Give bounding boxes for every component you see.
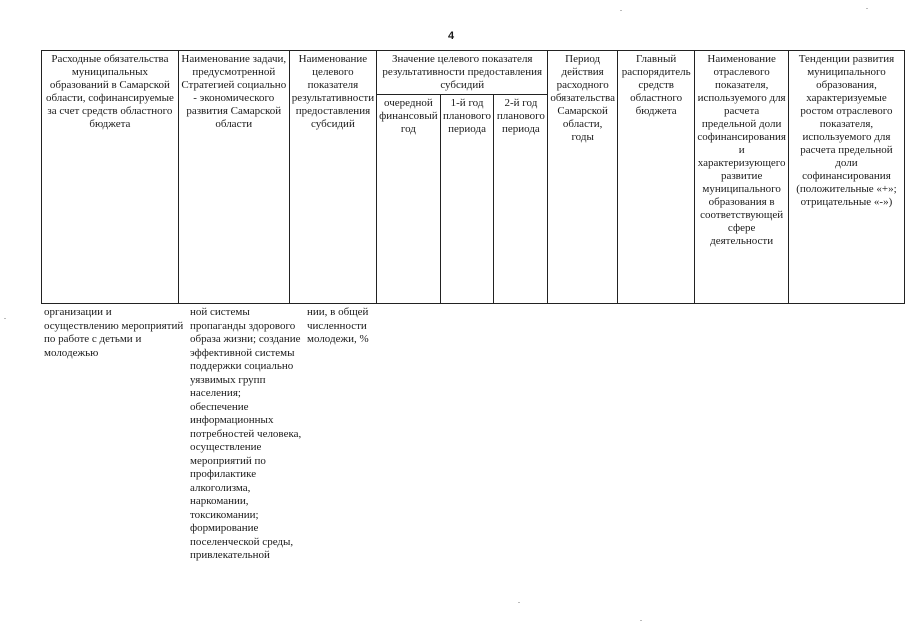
page-number: 4 [448,30,455,42]
body-text-task: ной системы пропаганды здорового образа жизни; создание эффективной системы поддержки социально уязвимых групп населения; обеспечение информационных потребностей человека, осуществление мероприятий по профилактике алкоголизма, наркомании, токсикомании; формирование поселенческой среды, привлекательной [190,306,302,561]
body-text-obligations: организации и осуществлению мероприятий по работе с детьми и молодежью [44,306,184,359]
col-header-task: Наименование задачи, предусмотренной Стратегией социально - экономического развития Самарской области [178,51,289,304]
subcol-current-year: очередной финансовый год [377,95,441,304]
col-header-indicator-value: Значение целевого показателя результативности предоставления субсидий [377,51,548,95]
col-header-sector-indicator: Наименование отраслевого показателя, используемого для расчета предельной доли софинансирования и характеризующего развитие муниципального образования в соответствующей сфере деятельности [695,51,789,304]
body-text-indicator: нии, в общей численности молодежи, % [307,306,369,345]
col-header-trends: Тенденции развития муниципального образования, характеризуемые ростом отраслевого показателя, используемого для расчета предельной доли софинансирования (положительные «+»; отрицательные «-») [788,51,904,304]
scan-speck [518,602,520,603]
col-header-administrator: Главный распорядитель средств областного бюджета [617,51,694,304]
subcol-first-plan-year: 1-й год планового периода [440,95,494,304]
header-table [41,50,905,304]
scan-speck [4,318,6,319]
scan-speck [866,8,868,9]
col-header-period: Период действия расходного обязательства Самарской области, годы [548,51,618,304]
scan-speck [620,10,622,11]
subcol-second-plan-year: 2-й год планового периода [494,95,548,304]
col-header-indicator-name: Наименование целевого показателя результативности предоставления субсидий [289,51,376,304]
col-header-obligations: Расходные обязательства муниципальных образований в Самарской области, софинансируемые за счет средств областного бюджета [42,51,179,304]
scan-speck [640,620,642,621]
